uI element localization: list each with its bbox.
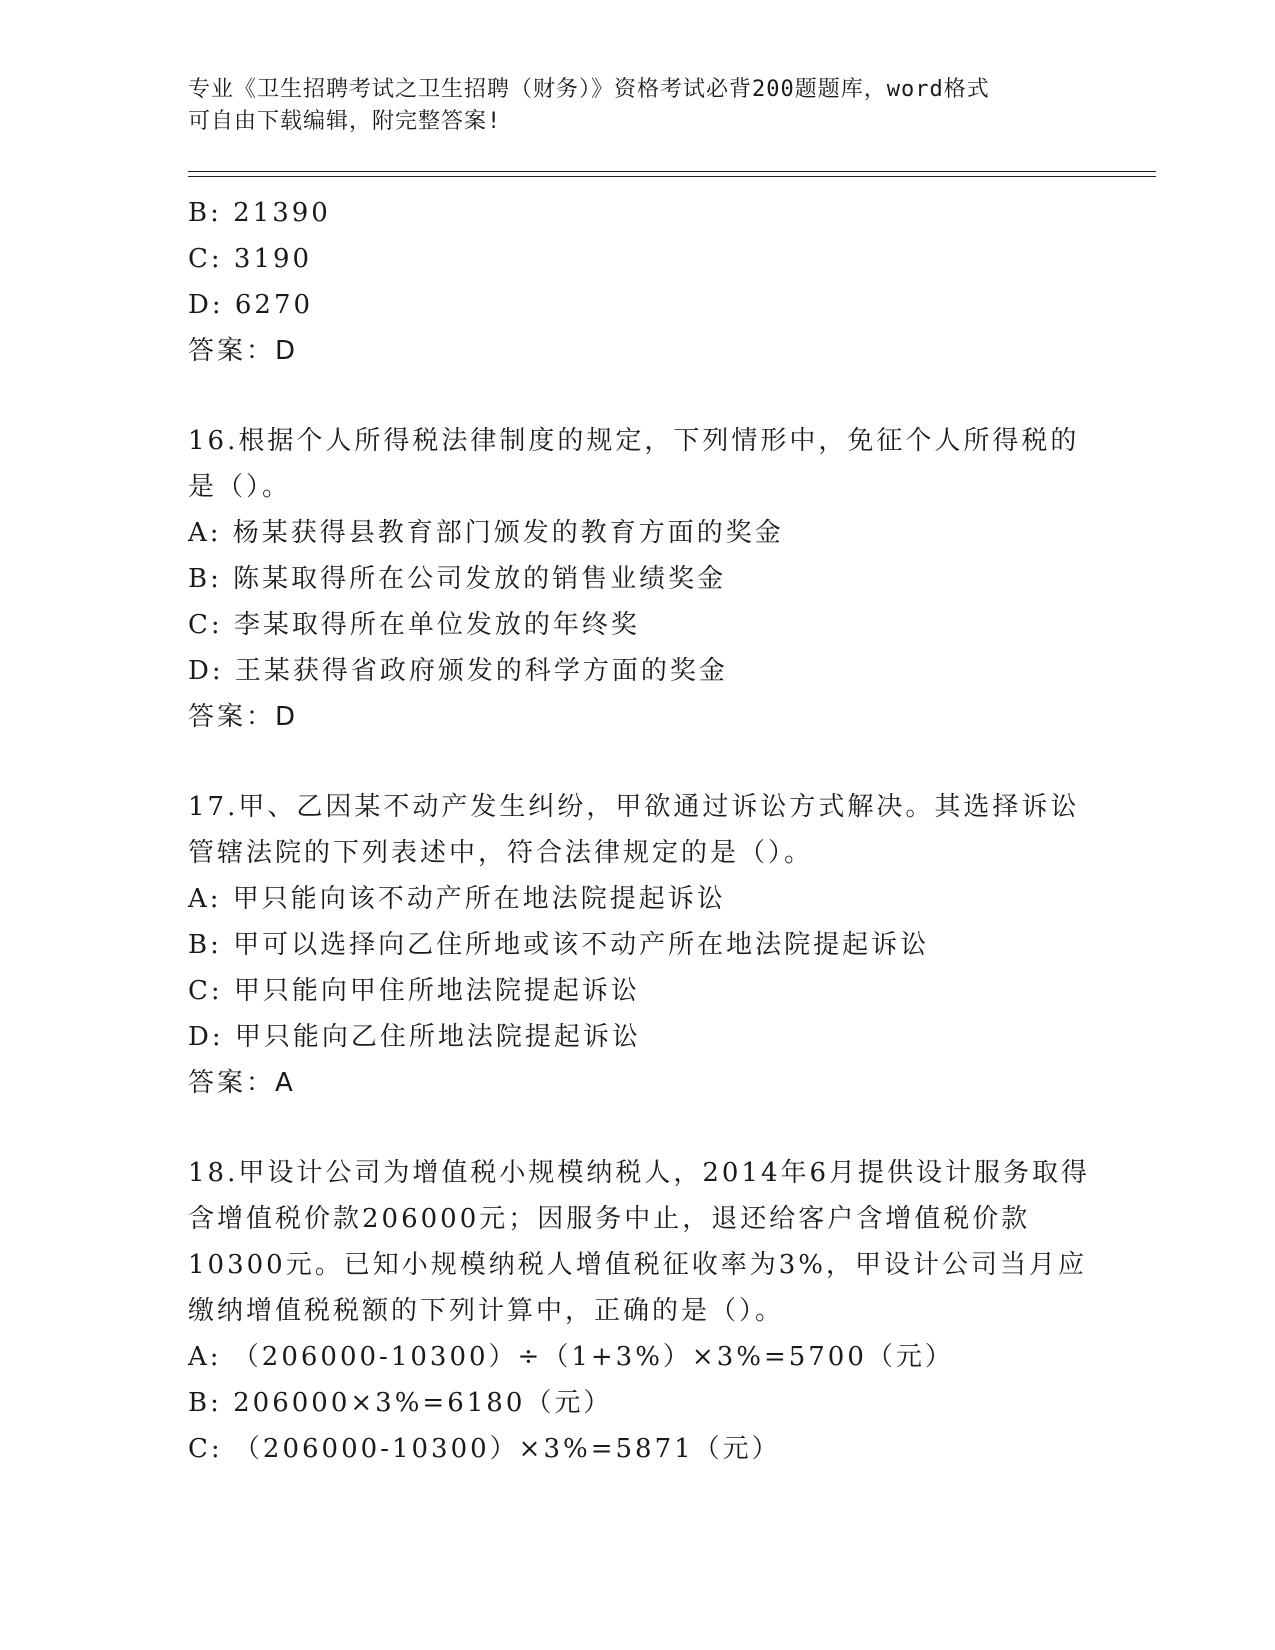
- option-b: B: 21390: [188, 198, 331, 228]
- option-d: D: 甲只能向乙住所地法院提起诉讼: [188, 1022, 641, 1052]
- question-stem: 18.甲设计公司为增值税小规模纳税人，2014年6月提供设计服务取得: [188, 1158, 1091, 1188]
- option-c: C: 甲只能向甲住所地法院提起诉讼: [188, 976, 640, 1006]
- question-stem: 管辖法院的下列表述中，符合法律规定的是（）。: [188, 838, 814, 868]
- question-list: [188, 190, 1091, 1472]
- option-d: D: 6270: [188, 290, 314, 320]
- header-rule-top: [188, 171, 1156, 172]
- option-c: C: （206000-10300）×3%=5871（元）: [188, 1434, 781, 1464]
- question-stem: 10300元。已知小规模纳税人增值税征收率为3%，甲设计公司当月应: [188, 1250, 1087, 1280]
- answer-line: 答案：D: [188, 336, 299, 366]
- header-rule-bottom: [188, 176, 1156, 177]
- option-b: B: 甲可以选择向乙住所地或该不动产所在地法院提起诉讼: [188, 930, 930, 960]
- header-title-line-2: 可自由下载编辑，附完整答案!: [188, 109, 502, 134]
- option-a: A: 甲只能向该不动产所在地法院提起诉讼: [188, 884, 726, 914]
- header-title-line-1: 专业《卫生招聘考试之卫生招聘（财务）》资格考试必背200题题库，word格式: [188, 77, 990, 102]
- question-15-tail: [188, 190, 1088, 374]
- question-16: [188, 418, 1088, 740]
- option-c: C: 3190: [188, 244, 313, 274]
- question-stem: 16.根据个人所得税法律制度的规定，下列情形中，免征个人所得税的: [188, 426, 1080, 456]
- question-stem: 缴纳增值税税额的下列计算中，正确的是（）。: [188, 1296, 785, 1326]
- question-18: [188, 1150, 1091, 1472]
- option-b: B: 206000×3%=6180（元）: [188, 1388, 613, 1418]
- document-header: [188, 74, 1088, 138]
- option-b: B: 陈某取得所在公司发放的销售业绩奖金: [188, 564, 727, 594]
- answer-line: 答案：A: [188, 1068, 296, 1098]
- option-c: C: 李某取得所在单位发放的年终奖: [188, 610, 640, 640]
- answer-line: 答案：D: [188, 702, 299, 732]
- question-stem: 含增值税价款206000元；因服务中止，退还给客户含增值税价款: [188, 1204, 1031, 1234]
- option-a: A: （206000-10300）÷（1+3%）×3%=5700（元）: [188, 1342, 954, 1372]
- option-d: D: 王某获得省政府颁发的科学方面的奖金: [188, 656, 728, 686]
- question-17: [188, 784, 1088, 1106]
- option-a: A: 杨某获得县教育部门颁发的教育方面的奖金: [188, 518, 784, 548]
- question-stem: 17.甲、乙因某不动产发生纠纷，甲欲通过诉讼方式解决。其选择诉讼: [188, 792, 1080, 822]
- question-stem: 是（）。: [188, 472, 292, 502]
